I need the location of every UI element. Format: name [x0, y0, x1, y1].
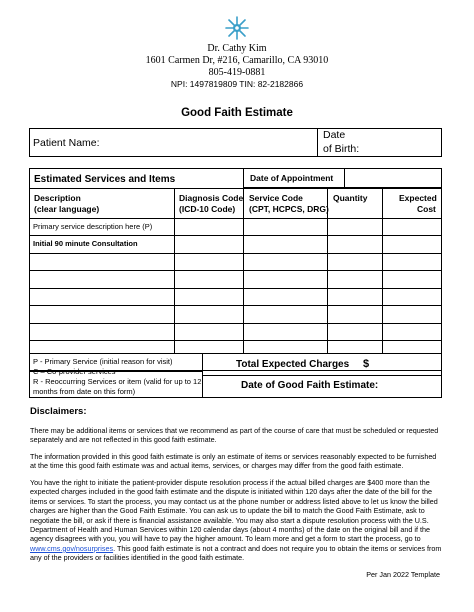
row-line: [29, 218, 442, 219]
col-line: [243, 188, 244, 353]
legend-reoccurring-cont: months from date on this form): [33, 387, 136, 396]
col-header-description-sub: (clear language): [34, 204, 100, 214]
legend-left-edge: [29, 353, 30, 398]
row-line: [29, 288, 442, 289]
dob-label-line1: Date: [323, 129, 346, 141]
provider-phone: 805-419-0881: [208, 67, 266, 78]
col-header-description: Description: [34, 193, 81, 203]
disclaimer-paragraph-3-text: You have the right to initiate the patient-provider dispute resolution process if the actual billed charges are $400 more than the expected charges included in the good faith estimate and the dispute is initiated within 120 days after the date of the bill for the items or services. To start the process, you may contact us at the phone number or address listed above to let us know the billed charges are higher than the Good Faith Estimate. You can ask us to update the bill to match the Good Faith Estimate, ask to negotiate the bill, or ask if there is financial assistance available. You may also start a dispute resolution process with the U.S. Department of Health and Human Services within 120 calendar days (about 4 months) of the date on the original bill and if the agency disagrees with you, you will have to pay the higher amount. To learn more and get a form to start the process, go to: [30, 478, 438, 544]
row-line: [29, 305, 442, 306]
appointment-date-label: Date of Appointment: [250, 173, 334, 183]
col-header-expected-cost: Expected: [399, 193, 437, 203]
disclaimer-paragraph-3-end: . This good faith estimate is not a contract and does not require you to obtain the items or services from any of the providers or facilities identified in the good faith estimate.: [30, 543, 442, 563]
row-line: [29, 340, 442, 341]
legend-reoccurring: R - Reoccurring Services or item (valid for up to 12: [33, 377, 202, 386]
col-header-service-code-sub: (CPT, HCPCS, DRG): [249, 204, 329, 214]
estimate-date-label: Date of Good Faith Estimate:: [241, 380, 379, 391]
legend-box-bottom: [29, 397, 202, 398]
row-line: [29, 253, 442, 254]
provider-address: 1601 Carmen Dr, #216, Camarillo, CA 93010: [145, 55, 329, 66]
row-line: [29, 270, 442, 271]
total-currency-symbol: $: [363, 358, 370, 370]
appointment-bottom-line: [29, 188, 442, 189]
total-expected-charges-label: Total Expected Charges: [236, 359, 350, 370]
form-title: Good Faith Estimate: [181, 107, 293, 119]
col-header-diagnosis: Diagnosis Code: [179, 193, 244, 203]
col-header-diagnosis-sub: (ICD-10 Code): [179, 204, 236, 214]
col-header-expected-cost-sub: Cost: [417, 204, 436, 214]
legend-primary: P - Primary Service (initial reason for visit): [33, 357, 173, 366]
provider-name: Dr. Cathy Kim: [207, 43, 267, 54]
totals-divider: [202, 375, 442, 376]
disclaimer-paragraph-3: [30, 478, 442, 563]
col-line: [174, 188, 175, 353]
patient-name-field[interactable]: Patient Name:: [33, 137, 100, 149]
services-section-label: Estimated Services and Items: [34, 174, 176, 185]
provider-ids: NPI: 1497819809 TIN: 82-2182866: [170, 79, 304, 89]
col-header-quantity: Quantity: [333, 193, 368, 203]
star-flower-icon: [224, 15, 250, 41]
row-line: [29, 323, 442, 324]
row-description-consultation[interactable]: Initial 90 minute Consultation: [33, 239, 138, 248]
col-header-service-code: Service Code: [249, 193, 303, 203]
disclaimer-paragraph-2: The information provided in this good faith estimate is only an estimate of items or services reasonably expected to be furnished at the time this good faith estimate was and actual items, services, or charges may differ from the good faith estimate.: [30, 452, 437, 471]
row-line: [29, 235, 442, 236]
legend-coprovider: C – Co-provider services: [33, 367, 116, 376]
disclaimers-title: Disclaimers:: [30, 406, 87, 417]
template-version-note: Per Jan 2022 Template: [366, 570, 440, 579]
row-description-primary[interactable]: Primary service description here (P): [33, 222, 153, 231]
col-line: [382, 188, 383, 353]
disclaimer-paragraph-1: There may be additional items or services that we recommend as part of the course of care that must be scheduled or requested separately and are not reflected in this good faith estimate.: [30, 426, 439, 445]
cms-nosurprises-link[interactable]: www.cms.gov/nosurprises: [30, 543, 114, 553]
patient-box-divider: [317, 128, 318, 157]
dob-field[interactable]: of Birth:: [323, 143, 360, 155]
